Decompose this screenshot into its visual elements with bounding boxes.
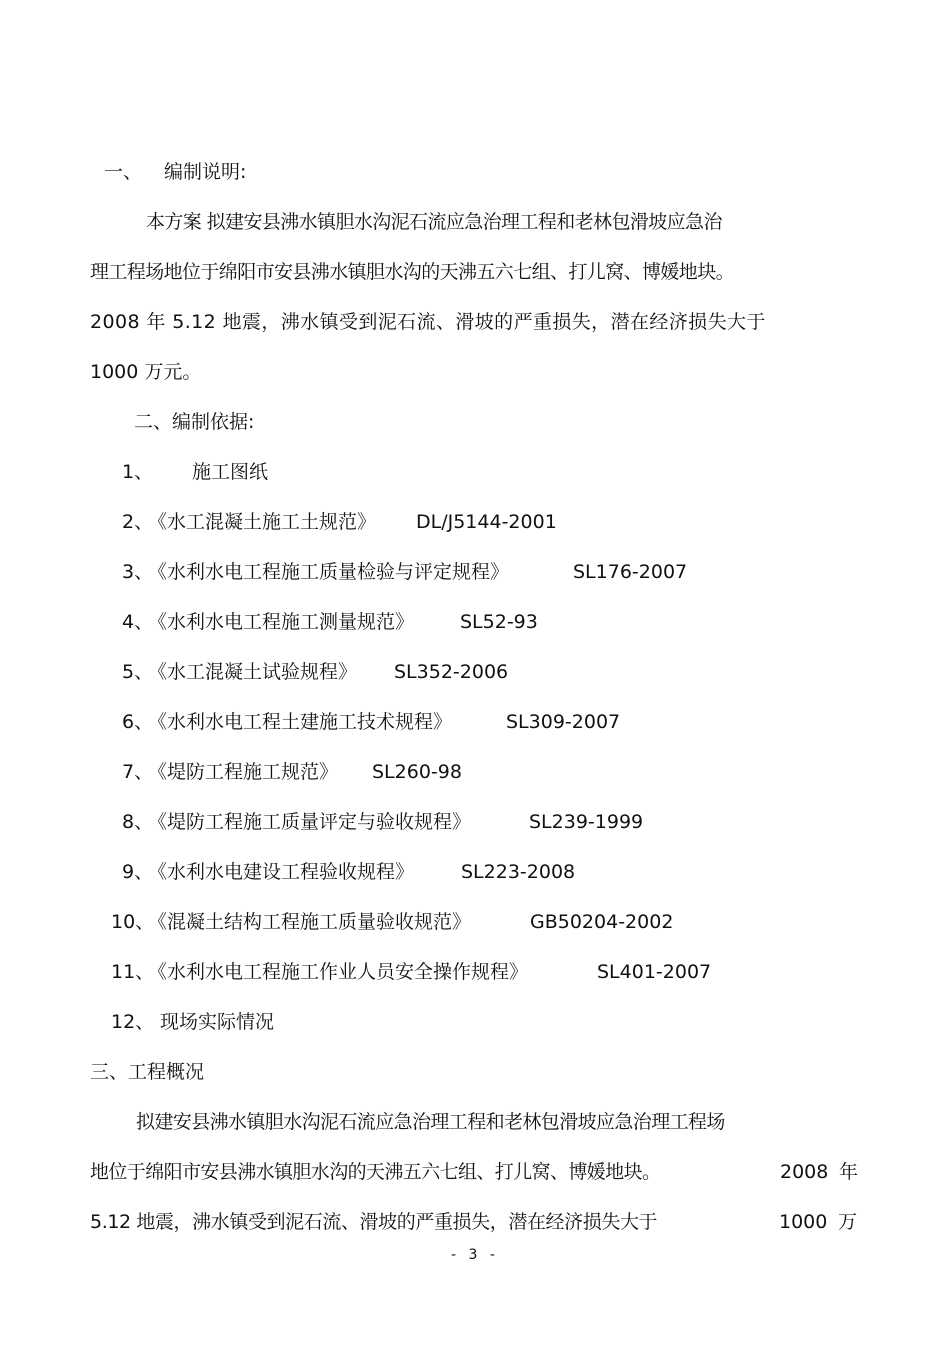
list-item — [0, 510, 950, 534]
list-item-code: GB50204-2002 — [530, 911, 674, 933]
section3-para-line1: 拟建安县沸水镇胆水沟泥石流应急治理工程和老林包滑坡应急治理工程场 — [136, 1111, 725, 1133]
section1-para-line2: 理工程场地位于绵阳市安县沸水镇胆水沟的天沸五六七组、打儿窝、博媛地块。 — [90, 261, 735, 283]
section3-para-line2-unit: 年 — [839, 1161, 859, 1183]
list-item — [0, 910, 950, 934]
list-item — [0, 610, 950, 634]
section3-heading: 三、工程概况 — [90, 1061, 205, 1083]
list-item — [0, 1010, 950, 1034]
list-item-title: 《水利水电工程土建施工技术规程》 — [148, 711, 453, 733]
section3-para-line2-year: 2008 — [780, 1161, 829, 1183]
list-item-label: 6、 — [122, 711, 154, 733]
list-item-code: SL309-2007 — [506, 711, 621, 733]
list-item-title: 《水利水电建设工程验收规程》 — [148, 861, 415, 883]
list-item-label: 3、 — [122, 561, 154, 583]
list-item-title: 《水工混凝土施工土规范》 — [148, 511, 377, 533]
list-item-label: 10、 — [111, 911, 155, 933]
list-item — [0, 560, 950, 584]
list-item-title: 《堤防工程施工质量评定与验收规程》 — [148, 811, 472, 833]
section3-para-line2-text: 地位于绵阳市安县沸水镇胆水沟的天沸五六七组、打儿窝、博媛地块。 — [90, 1161, 661, 1183]
list-item-code: SL260-98 — [372, 761, 462, 783]
section1-para-line1: 本方案 拟建安县沸水镇胆水沟泥石流应急治理工程和老林包滑坡应急治 — [146, 211, 722, 233]
list-item — [0, 710, 950, 734]
list-item — [0, 760, 950, 784]
list-item — [0, 660, 950, 684]
section1-heading-text: 编制说明: — [164, 161, 247, 183]
list-item-label: 5、 — [122, 661, 154, 683]
section1-heading-number: 一、 — [104, 161, 143, 183]
section3-para-line3 — [0, 1210, 950, 1234]
list-item-label: 2、 — [122, 511, 154, 533]
list-item — [0, 810, 950, 834]
list-item-title: 现场实际情况 — [160, 1011, 275, 1033]
list-item-label: 9、 — [122, 861, 154, 883]
list-item-title: 《混凝土结构工程施工质量验收规范》 — [148, 911, 472, 933]
page-number: - 3 - — [451, 1247, 499, 1263]
section1-para-line4: 1000 万元。 — [90, 361, 202, 383]
list-item-label: 8、 — [122, 811, 154, 833]
list-item — [0, 960, 950, 984]
list-item-title: 《堤防工程施工规范》 — [148, 761, 339, 783]
list-item-code: SL176-2007 — [573, 561, 688, 583]
list-item — [0, 860, 950, 884]
list-item-label: 12、 — [111, 1011, 155, 1033]
section3-para-line3-unit: 万 — [838, 1211, 858, 1233]
list-item-label: 11、 — [111, 961, 155, 983]
section1-para-line3: 2008 年 5.12 地震，沸水镇受到泥石流、滑坡的严重损失，潜在经济损失大于 — [90, 311, 766, 333]
list-item-title: 《水利水电工程施工作业人员安全操作规程》 — [148, 961, 529, 983]
section3-para-line3-amount: 1000 — [779, 1211, 828, 1233]
list-item-title: 《水利水电工程施工测量规范》 — [148, 611, 415, 633]
section3-para-line2 — [0, 1160, 950, 1184]
list-item-code: SL52-93 — [460, 611, 538, 633]
list-item-code: SL352-2006 — [394, 661, 509, 683]
list-item-code: SL401-2007 — [597, 961, 712, 983]
section2-heading: 二、编制依据: — [134, 411, 255, 433]
list-item-label: 7、 — [122, 761, 154, 783]
list-item-code: SL223-2008 — [461, 861, 576, 883]
list-item-label: 4、 — [122, 611, 154, 633]
section3-para-line3-text: 5.12 地震，沸水镇受到泥石流、滑坡的严重损失，潜在经济损失大于 — [90, 1211, 658, 1233]
list-item-label: 1、 — [122, 461, 154, 483]
list-item-title: 《水利水电工程施工质量检验与评定规程》 — [148, 561, 510, 583]
list-item-code: DL/J5144-2001 — [416, 511, 557, 533]
list-item-code: SL239-1999 — [529, 811, 644, 833]
list-item-title: 《水工混凝土试验规程》 — [148, 661, 358, 683]
list-item — [0, 460, 950, 484]
list-item-title: 施工图纸 — [192, 461, 269, 483]
section1-heading — [104, 160, 324, 184]
